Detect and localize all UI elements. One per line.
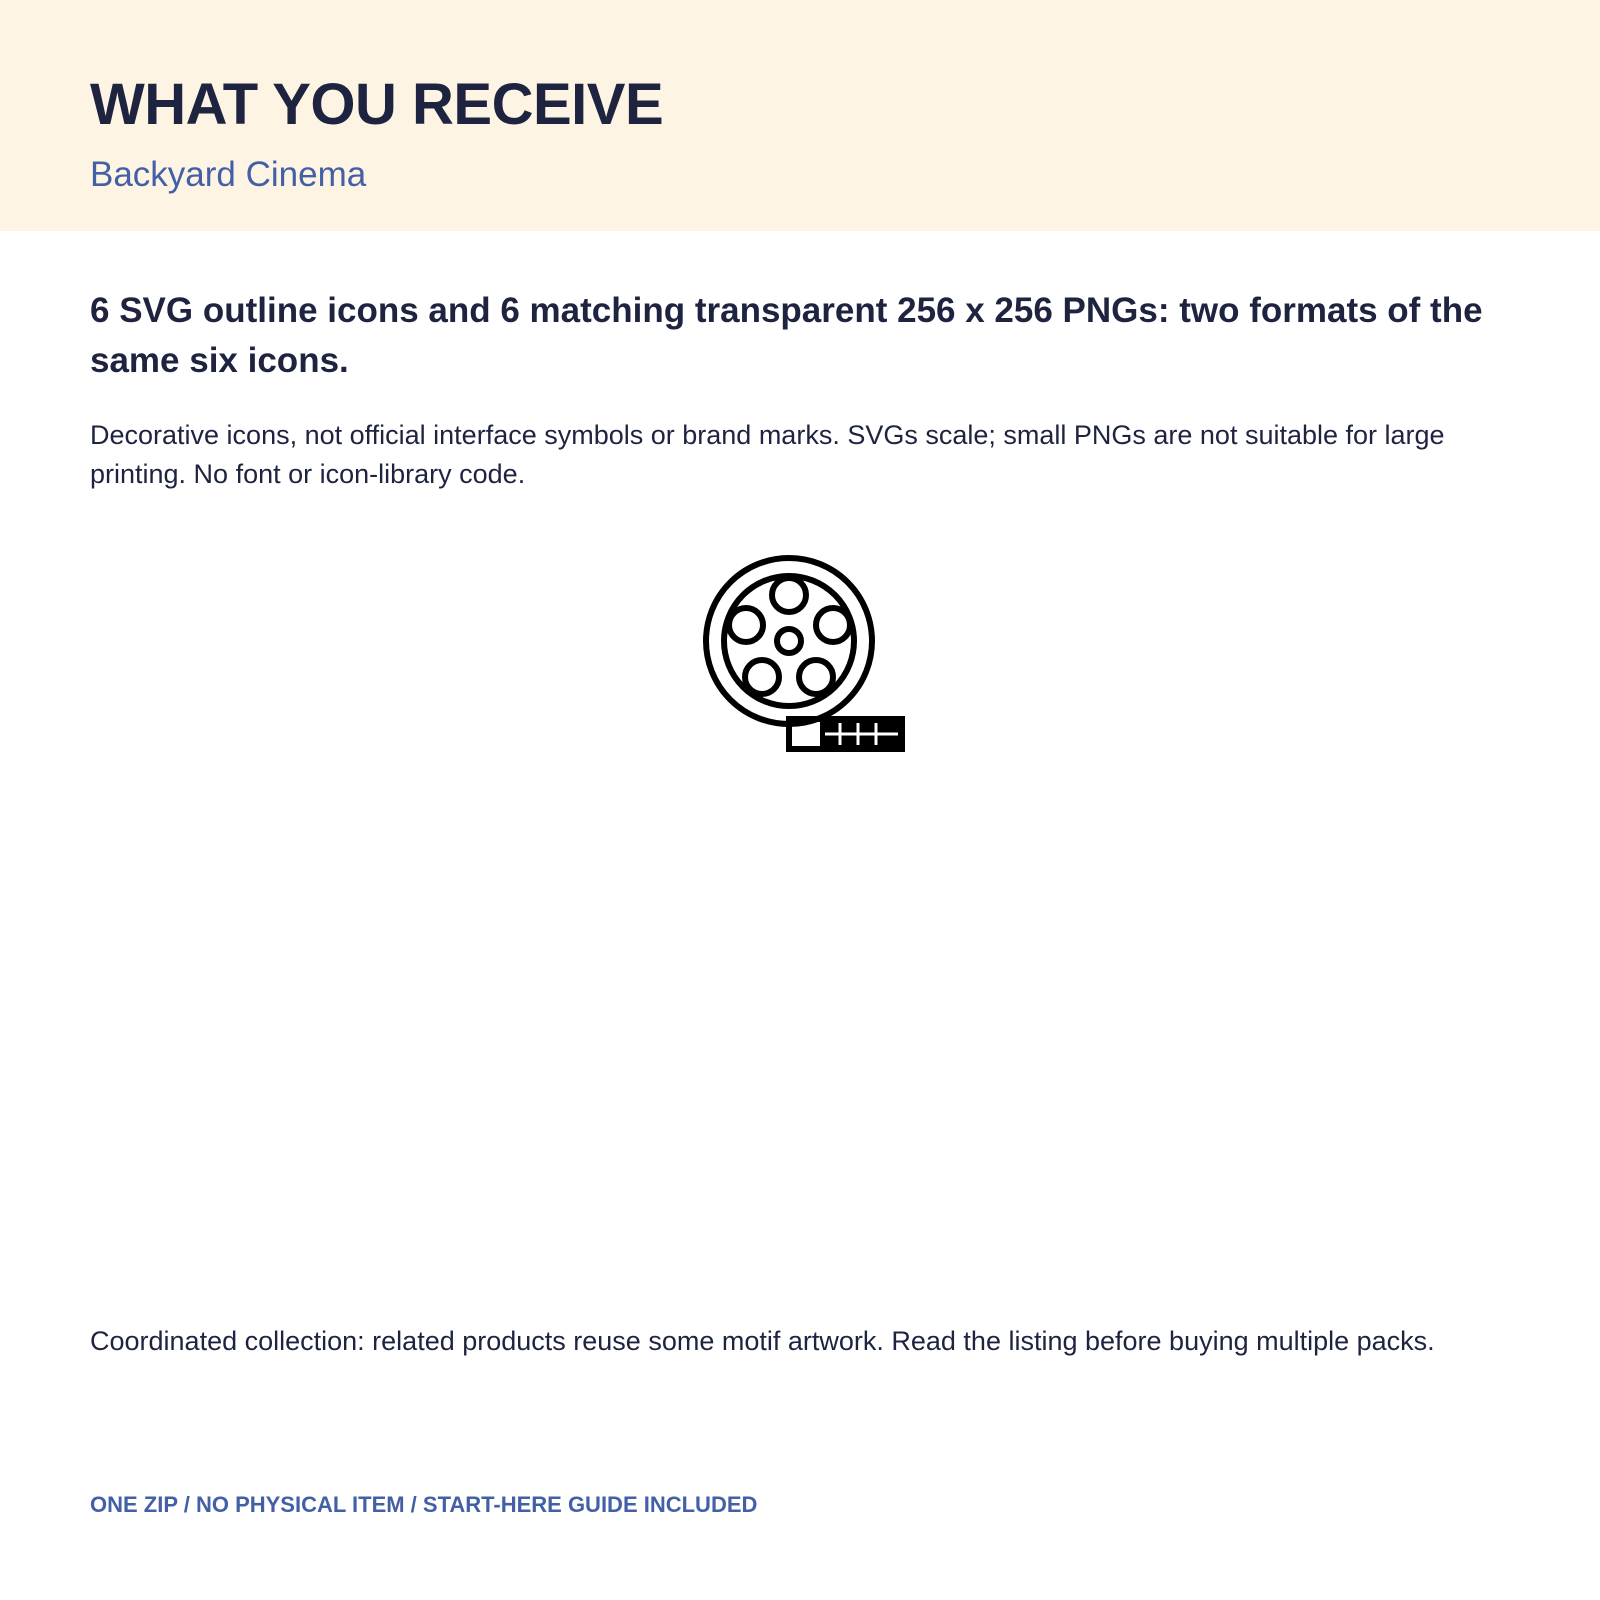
header-banner [0,0,1600,231]
content-description: Decorative icons, not official interface symbols or brand marks. SVGs scale; small PNGs are not suitable for large printing. No font or icon-library code. [90,420,1445,489]
content-headline: 6 SVG outline icons and 6 matching transparent 256 x 256 PNGs: two formats of the same six icons. [90,291,1483,380]
collection-note: Coordinated collection: related products reuse some motif artwork. Read the listing before buying multiple packs. [90,1326,1435,1356]
film-reel-icon [700,553,910,753]
page-title: WHAT YOU RECEIVE [90,72,664,137]
product-subtitle: Backyard Cinema [90,155,367,194]
footer-tagline: ONE ZIP / NO PHYSICAL ITEM / START-HERE GUIDE INCLUDED [90,1492,758,1517]
film-reel-icon-graphic [700,553,910,753]
